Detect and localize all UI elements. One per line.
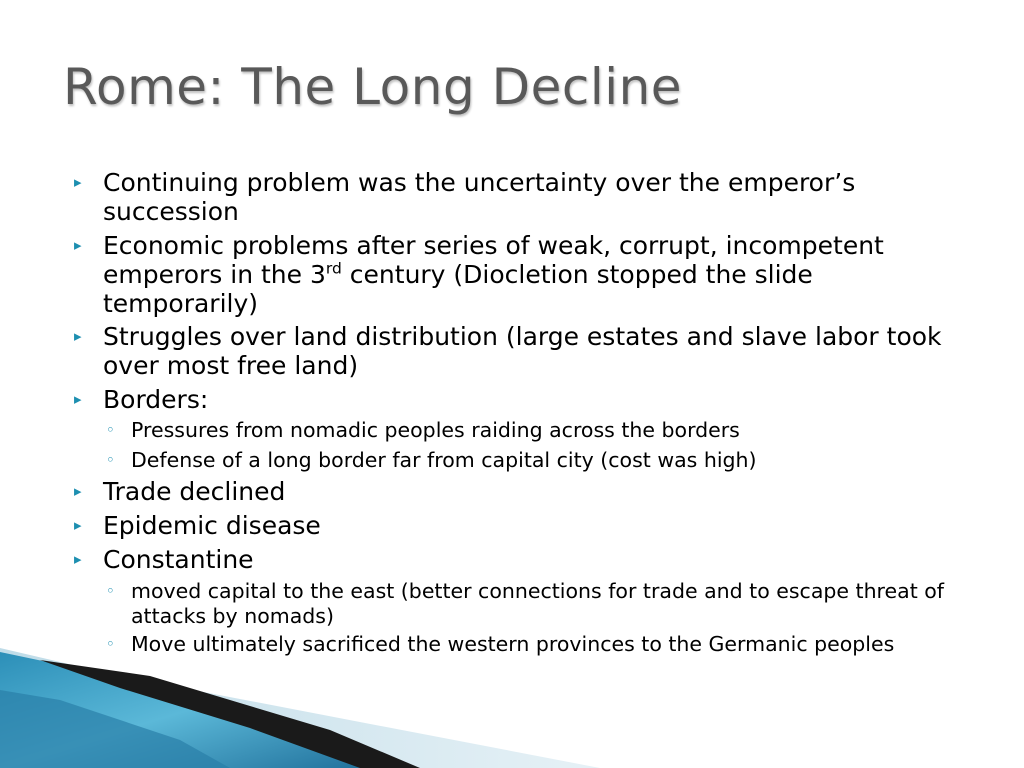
- slide-title: Rome: The Long Decline: [63, 58, 683, 116]
- list-item-text: moved capital to the east (better connections for trade and to escape threat of attacks by nomads): [131, 579, 945, 628]
- list-item: [74, 385, 943, 414]
- bullet-arrow-icon: ▸: [74, 236, 82, 254]
- list-item-text: Trade declined: [103, 477, 286, 506]
- bullet-arrow-icon: ▸: [74, 173, 82, 191]
- list-item: [74, 322, 943, 380]
- list-item-text: Move ultimately sacrificed the western provinces to the Germanic peoples: [131, 632, 895, 656]
- list-item-text: Constantine: [103, 545, 254, 574]
- list-item-text: Borders:: [103, 385, 209, 414]
- list-item-text: Struggles over land distribution (large estates and slave labor took over most free land): [103, 322, 942, 380]
- list-item-text: Epidemic disease: [103, 511, 321, 540]
- sub-list-item: [106, 448, 971, 473]
- sub-bullet-circle-icon: ◦: [106, 451, 115, 469]
- list-item: [74, 477, 943, 506]
- list-item-text: century (Diocletion stopped the slide temporarily): [103, 260, 813, 318]
- sub-bullet-circle-icon: ◦: [106, 635, 115, 653]
- bullet-arrow-icon: ▸: [74, 327, 82, 345]
- bullet-arrow-icon: ▸: [74, 516, 82, 534]
- sub-bullet-circle-icon: ◦: [106, 421, 115, 439]
- sub-list-item: [106, 632, 971, 657]
- bullet-arrow-icon: ▸: [74, 482, 82, 500]
- sub-bullet-circle-icon: ◦: [106, 582, 115, 600]
- list-item-text: Defense of a long border far from capital city (cost was high): [131, 448, 757, 472]
- list-item: [74, 545, 943, 574]
- list-item: [74, 231, 943, 318]
- list-item: [74, 168, 943, 226]
- sub-list-item: [106, 579, 971, 629]
- list-item-text: Continuing problem was the uncertainty over the emperor’s succession: [103, 168, 856, 226]
- list-item-text: Economic problems after series of weak, corrupt, incompetent emperors in the 3: [103, 231, 884, 289]
- bullet-arrow-icon: ▸: [74, 390, 82, 408]
- sub-list-item: [106, 418, 971, 443]
- list-item-text: Pressures from nomadic peoples raiding across the borders: [131, 418, 740, 442]
- bullet-arrow-icon: ▸: [74, 550, 82, 568]
- list-item: [74, 511, 943, 540]
- superscript-text: rd: [325, 259, 342, 278]
